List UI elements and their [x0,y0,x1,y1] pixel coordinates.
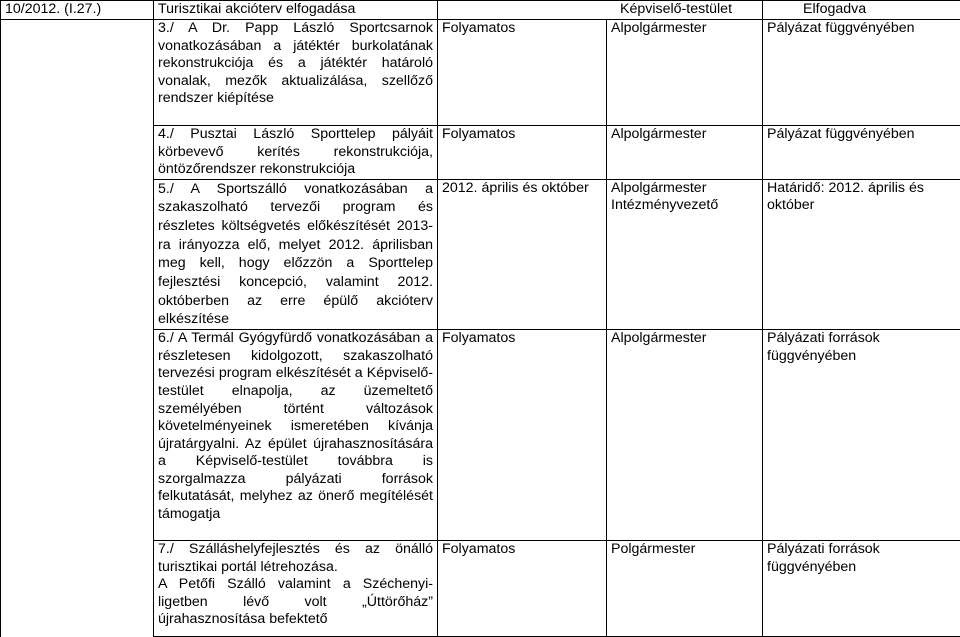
task-text-continued: A Petőfi Szálló valamint a Széchenyi-ligetben lévő volt „Úttörőház” újrahasznosítása befektető [158,576,433,627]
task-cell: 3./ A Dr. Papp László Sportcsarnok vonatkozásában a játéktér burkolatának rekonstrukciója és a játéktér határoló vonalak, mezők aktualizálása, szellőző rendszer kiépítése [154,20,438,126]
responsible-secondary: Intézményvezető [611,197,718,213]
responsible-cell: Alpolgármester [607,126,763,180]
note-cell: Pályázati források függvényében [763,330,960,541]
responsible-cell [607,179,763,330]
resolution-body: Képviselő-testület [438,1,763,20]
deadline-cell: Folyamatos [438,541,607,637]
task-text: 7./ Szálláshelyfejlesztés és az önálló turisztikai portál létrehozása. [158,541,433,575]
responsible-primary: Alpolgármester [611,180,706,196]
resolution-topic: Turisztikai akcióterv elfogadása [154,1,438,20]
resolution-status: Elfogadva [763,1,960,20]
note-cell: Pályázat függvényében [763,20,960,126]
task-cell: 6./ A Termál Gyógyfürdő vonatkozásában a részletesen kidolgozott, szakaszolható tervezési program elkészítését a Képviselő-testület elnapolja, az üzemeltető személyében történt változások követelményeinek ismeretében kívánja újratárgyalni. Az épület újrahasznosítására a Képviselő-testület továbbra is szorgalmazza pályázati források felkutatását, melyhez az önerő megítélését támogatja [154,330,438,541]
task-cell: 4./ Pusztai László Sporttelep pályáit körbevevő kerítés rekonstrukciója, öntözőrendszer rekonstrukciója [154,126,438,180]
table-row [1,20,960,126]
resolution-number: 10/2012. (I.27.) [1,1,154,20]
note-cell: Határidő: 2012. április és október [763,179,960,330]
task-cell [154,541,438,637]
note-cell: Pályázat függvényében [763,126,960,180]
table-header-row [1,1,960,20]
deadline-cell: Folyamatos [438,20,607,126]
responsible-cell: Alpolgármester [607,330,763,541]
deadline-cell: Folyamatos [438,126,607,180]
responsible-cell: Alpolgármester [607,20,763,126]
deadline-cell: 2012. április és október [438,179,607,330]
deadline-cell: Folyamatos [438,330,607,541]
responsible-cell: Polgármester [607,541,763,637]
empty-cell [1,20,154,637]
task-cell: 5./ A Sportszálló vonatkozásában a szakaszolható tervezői program és részletes költségvetés előkészítését 2013-ra irányozza elő, melyet 2012. áprilisban meg kell, hogy előzzön a Sporttelep fejlesztési koncepció, valamint 2012. októberben az erre épülő akcióterv elkészítése [154,179,438,330]
note-cell: Pályázati források függvényében [763,541,960,637]
